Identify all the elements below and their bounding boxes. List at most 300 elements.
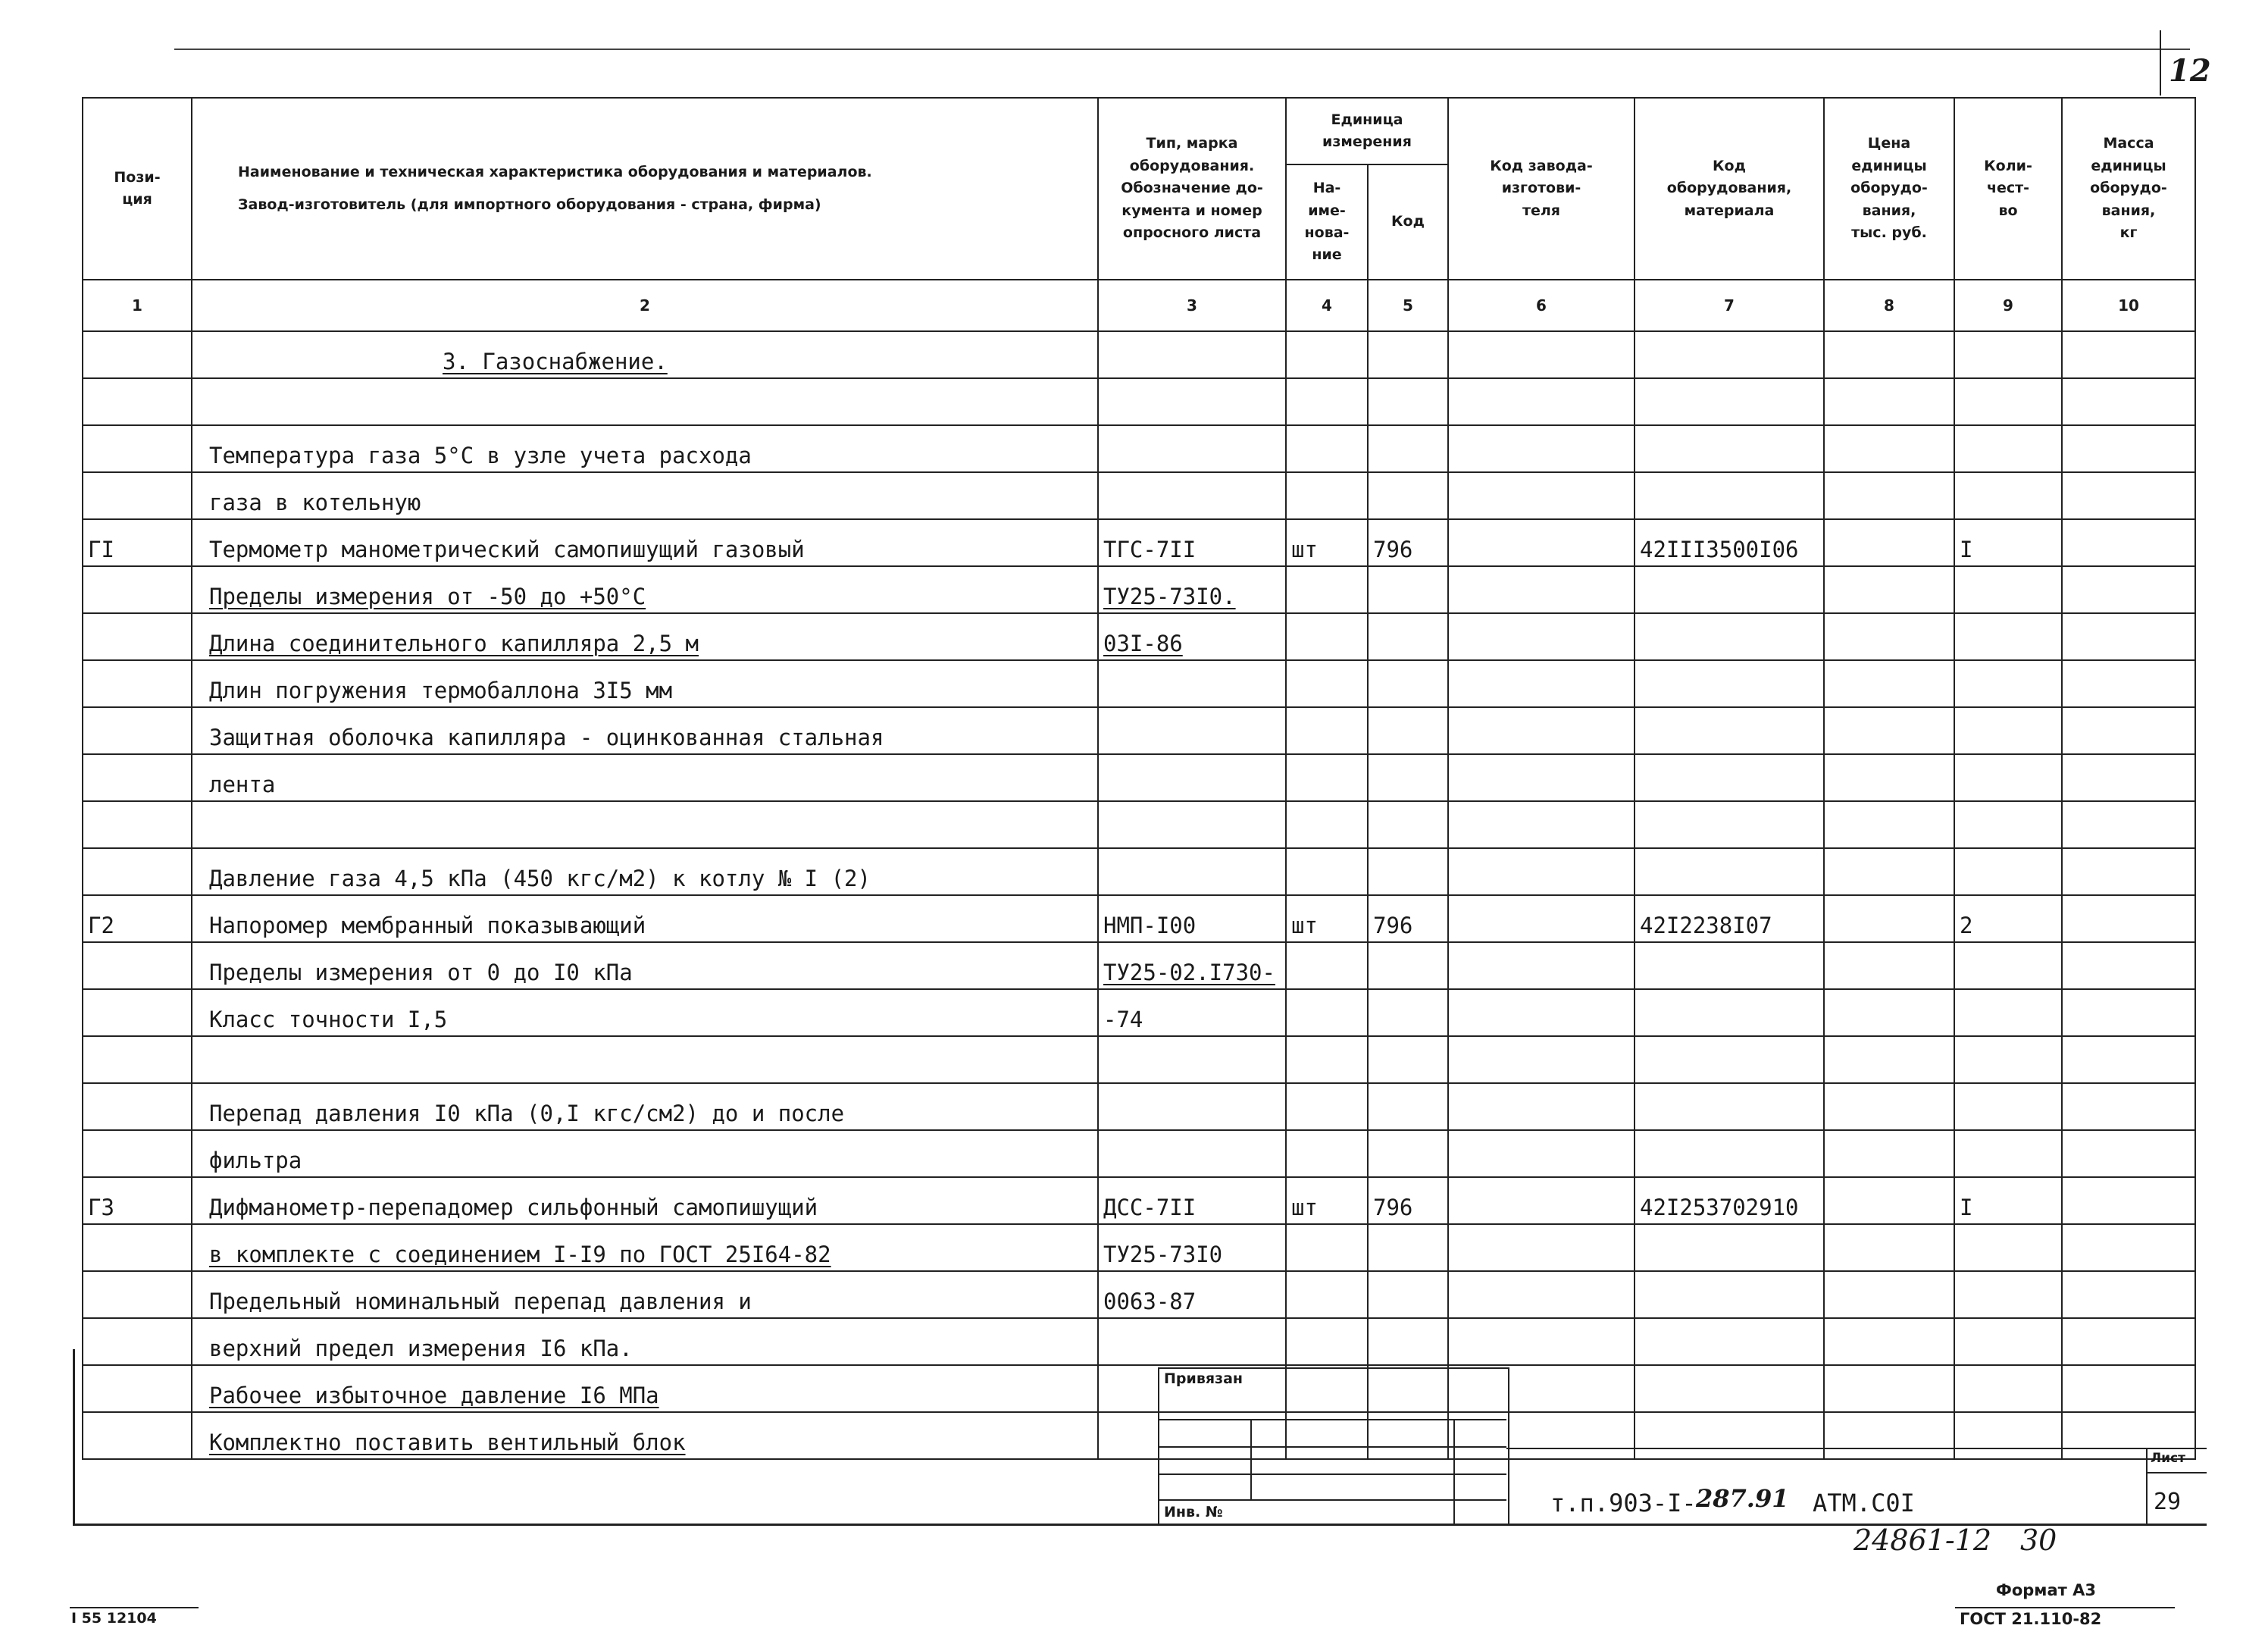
cell-qty [1954,472,2062,519]
cell-pos [83,378,192,425]
cell-type [1098,707,1286,754]
cell-type [1098,754,1286,801]
cell-pos [83,1130,192,1177]
cell-code [1368,1271,1448,1318]
cell-unit [1286,1083,1368,1130]
cell-mass [2062,1177,2195,1224]
cell-price [1824,989,1954,1036]
cell-name: Предельный номинальный перепад давления и [192,1271,1098,1318]
header-name: Наименование и техническая характеристика оборудования и материалов. Завод-изготовитель (для импортного оборудования - страна, фирма) [192,98,1098,280]
cell-qty [1954,989,2062,1036]
cell-equip: 42III3500I06 [1635,519,1824,566]
table-row [83,378,2195,425]
column-number: 8 [1824,280,1954,331]
header-price: Цена единицы оборудо- вания, тыс. руб. [1824,98,1954,280]
cell-name: Пределы измерения от 0 до I0 кПа [192,942,1098,989]
cell-plant [1448,707,1635,754]
table-row [83,331,2195,378]
cell-type: ТУ25-73I0. [1098,566,1286,613]
table-row [83,660,2195,707]
cell-pos [83,660,192,707]
cell-price [1824,425,1954,472]
cell-unit [1286,801,1368,848]
cell-price [1824,1036,1954,1083]
table-row [83,1130,2195,1177]
table-row [83,942,2195,989]
archive-sheet-number: 30 [2020,1524,2057,1557]
cell-name: в комплекте с соединением I-I9 по ГОСТ 25I64-82 [192,1224,1098,1271]
format-label: Формат А3 [1996,1581,2096,1599]
cell-unit: шт [1286,519,1368,566]
cell-mass [2062,1083,2195,1130]
cell-unit [1286,707,1368,754]
cell-plant [1448,1271,1635,1318]
table-header [83,98,2195,331]
cell-name: Длина соединительного капилляра 2,5 м [192,613,1098,660]
cell-type: ТУ25-02.I730- [1098,942,1286,989]
cell-plant [1448,425,1635,472]
cell-unit [1286,848,1368,895]
column-number: 7 [1635,280,1824,331]
cell-unit [1286,942,1368,989]
cell-qty [1954,1083,2062,1130]
doc-code-suffix: АТМ.C0I [1813,1489,1915,1517]
cell-price [1824,1224,1954,1271]
cell-pos [83,613,192,660]
cell-equip [1635,1318,1824,1365]
cell-pos: Г3 [83,1177,192,1224]
cell-equip [1635,754,1824,801]
stamp-grid-line [1250,1419,1252,1499]
cell-qty [1954,801,2062,848]
column-number: 1 [83,280,192,331]
stamp-privyazan-label: Привязан [1164,1370,1243,1387]
cell-equip [1635,942,1824,989]
cell-qty [1954,1271,2062,1318]
cell-qty: I [1954,519,2062,566]
cell-type [1098,1036,1286,1083]
cell-name [192,378,1098,425]
cell-mass [2062,801,2195,848]
table-row [83,425,2195,472]
cell-mass [2062,472,2195,519]
doc-code-typed: т.п.903-I- [1550,1489,1697,1517]
doc-code-handwritten: 287.91 [1696,1484,1789,1513]
archive-number: 24861-12 [1854,1524,1992,1557]
cell-pos [83,1271,192,1318]
cell-qty [1954,942,2062,989]
table-row [83,707,2195,754]
cell-pos: ГI [83,519,192,566]
cell-name: верхний предел измерения I6 кПа. [192,1318,1098,1365]
table-row [83,613,2195,660]
cell-price [1824,378,1954,425]
cell-unit: шт [1286,1177,1368,1224]
cell-code [1368,425,1448,472]
cell-qty: 2 [1954,895,2062,942]
cell-type [1098,848,1286,895]
table-row [83,1318,2195,1365]
cell-mass [2062,331,2195,378]
cell-pos [83,1224,192,1271]
table-row [83,754,2195,801]
gost-underline [1955,1607,2175,1608]
cell-mass [2062,613,2195,660]
stamp-sheet-divider [2146,1448,2148,1524]
cell-equip [1635,989,1824,1036]
cell-mass [2062,989,2195,1036]
cell-code [1368,378,1448,425]
cell-name: Напоромер мембранный показывающий [192,895,1098,942]
table-row [83,1365,2195,1412]
cell-plant [1448,1083,1635,1130]
cell-price [1824,1412,1954,1459]
cell-equip [1635,613,1824,660]
cell-price [1824,754,1954,801]
header-position: Пози- ция [83,98,192,280]
cell-pos [83,472,192,519]
cell-pos [83,707,192,754]
cell-unit [1286,1130,1368,1177]
cell-mass [2062,378,2195,425]
cell-name: 3. Газоснабжение. [192,331,1098,378]
cell-type [1098,660,1286,707]
cell-equip: 42I2238I07 [1635,895,1824,942]
cell-plant [1448,895,1635,942]
table-row [83,801,2195,848]
cell-pos: Г2 [83,895,192,942]
cell-equip [1635,1412,1824,1459]
cell-plant [1448,378,1635,425]
top-frame-line [174,49,2190,50]
cell-qty [1954,613,2062,660]
header-type: Тип, марка оборудования. Обозначение до- кумента и номер опросного листа [1098,98,1286,280]
column-number: 4 [1286,280,1368,331]
cell-mass [2062,942,2195,989]
header-unit-name: На- име- нова- ние [1286,164,1368,280]
cell-equip [1635,801,1824,848]
cell-name: Комплектно поставить вентильный блок [192,1412,1098,1459]
cell-code [1368,942,1448,989]
cell-name: газа в котельную [192,472,1098,519]
cell-pos [83,942,192,989]
cell-name: Пределы измерения от -50 до +50°С [192,566,1098,613]
table-row [83,989,2195,1036]
cell-type [1098,472,1286,519]
cell-plant [1448,848,1635,895]
cell-name: Дифманометр-перепадомер сильфонный самопишущий [192,1177,1098,1224]
cell-mass [2062,660,2195,707]
cell-price [1824,1130,1954,1177]
cell-code [1368,989,1448,1036]
header-mass: Масса единицы оборудо- вания, кг [2062,98,2195,280]
cell-code [1368,848,1448,895]
cell-pos [83,989,192,1036]
cell-mass [2062,566,2195,613]
cell-unit [1286,331,1368,378]
cell-qty [1954,754,2062,801]
cell-unit [1286,378,1368,425]
cell-unit [1286,660,1368,707]
cell-price [1824,566,1954,613]
cell-pos [83,425,192,472]
cell-qty [1954,1036,2062,1083]
cell-equip [1635,1224,1824,1271]
column-number: 5 [1368,280,1448,331]
cell-plant [1448,566,1635,613]
cell-unit [1286,613,1368,660]
header-equipment-code: Код оборудования, материала [1635,98,1824,280]
cell-mass [2062,895,2195,942]
cell-qty [1954,378,2062,425]
header-unit-code: Код [1368,164,1448,280]
cell-unit [1286,754,1368,801]
cell-equip [1635,1271,1824,1318]
cell-type [1098,1318,1286,1365]
cell-plant [1448,801,1635,848]
cell-code [1368,613,1448,660]
cell-price [1824,1177,1954,1224]
corner-divider [2160,30,2161,96]
cell-price [1824,331,1954,378]
cell-plant [1448,1036,1635,1083]
cell-price [1824,1083,1954,1130]
cell-unit [1286,566,1368,613]
cell-pos [83,331,192,378]
cell-equip [1635,848,1824,895]
cell-name: фильтра [192,1130,1098,1177]
cell-mass [2062,1271,2195,1318]
left-frame-tick [73,1349,75,1525]
cell-equip [1635,1036,1824,1083]
column-number: 9 [1954,280,2062,331]
cell-price [1824,707,1954,754]
table-row [83,848,2195,895]
cell-plant [1448,942,1635,989]
column-number: 6 [1448,280,1635,331]
stamp-grid-line [1453,1419,1455,1524]
cell-price [1824,801,1954,848]
cell-plant [1448,1177,1635,1224]
cell-equip [1635,1083,1824,1130]
cell-code [1368,1036,1448,1083]
cell-qty [1954,660,2062,707]
cell-qty [1954,1365,2062,1412]
column-number: 3 [1098,280,1286,331]
cell-name: Защитная оболочка капилляра - оцинкованная стальная [192,707,1098,754]
cell-plant [1448,1318,1635,1365]
cell-name [192,801,1098,848]
cell-price [1824,613,1954,660]
cell-pos [83,848,192,895]
cell-qty [1954,707,2062,754]
cell-price [1824,1271,1954,1318]
cell-pos [83,1036,192,1083]
cell-price [1824,519,1954,566]
cell-plant [1448,613,1635,660]
cell-code: 796 [1368,895,1448,942]
cell-unit [1286,1318,1368,1365]
cell-mass [2062,1365,2195,1412]
cell-code [1368,1318,1448,1365]
cell-name: Длин погружения термобаллона 3I5 мм [192,660,1098,707]
cell-qty [1954,1224,2062,1271]
cell-pos [83,1083,192,1130]
left-sheet-code: I 55 12104 [71,1610,157,1627]
cell-unit [1286,1271,1368,1318]
table-row [83,566,2195,613]
header-unit-group: Единица измерения [1286,98,1448,164]
table-row [83,1412,2195,1459]
left-code-underline [70,1607,199,1608]
cell-code [1368,1130,1448,1177]
cell-pos [83,1412,192,1459]
cell-plant [1448,989,1635,1036]
cell-unit: шт [1286,895,1368,942]
cell-unit [1286,425,1368,472]
cell-name: Класс точности I,5 [192,989,1098,1036]
cell-unit [1286,1036,1368,1083]
cell-equip [1635,660,1824,707]
cell-type: ТУ25-73I0 [1098,1224,1286,1271]
cell-pos [83,566,192,613]
cell-code: 796 [1368,1177,1448,1224]
cell-pos [83,1365,192,1412]
cell-plant [1448,754,1635,801]
cell-name: лента [192,754,1098,801]
corner-sheet-number: 12 [2169,53,2211,89]
table-body [83,331,2195,1459]
cell-price [1824,848,1954,895]
cell-mass [2062,1130,2195,1177]
cell-plant [1448,519,1635,566]
cell-type: ДСС-7II [1098,1177,1286,1224]
cell-plant [1448,1130,1635,1177]
cell-equip: 42I253702910 [1635,1177,1824,1224]
cell-qty [1954,1412,2062,1459]
cell-equip [1635,472,1824,519]
specification-table [82,97,2196,1460]
cell-mass [2062,1036,2195,1083]
column-number: 10 [2062,280,2195,331]
cell-price [1824,942,1954,989]
cell-code [1368,472,1448,519]
cell-equip [1635,1365,1824,1412]
cell-unit [1286,472,1368,519]
cell-code [1368,801,1448,848]
cell-name: Термометр манометрический самопишущий газовый [192,519,1098,566]
cell-type: 0063-87 [1098,1271,1286,1318]
cell-pos [83,754,192,801]
column-number: 2 [192,280,1098,331]
cell-qty [1954,1318,2062,1365]
header-quantity: Коли- чест- во [1954,98,2062,280]
cell-name: Давление газа 4,5 кПа (450 кгс/м2) к котлу № I (2) [192,848,1098,895]
cell-type: НМП-I00 [1098,895,1286,942]
cell-price [1824,895,1954,942]
table-row [83,1083,2195,1130]
cell-plant [1448,1224,1635,1271]
cell-mass [2062,754,2195,801]
cell-type [1098,1083,1286,1130]
cell-plant [1448,660,1635,707]
cell-equip [1635,1130,1824,1177]
gost-label: ГОСТ 21.110-82 [1960,1610,2102,1628]
cell-pos [83,801,192,848]
cell-mass [2062,848,2195,895]
table-row [83,1036,2195,1083]
cell-qty [1954,566,2062,613]
cell-plant [1448,472,1635,519]
cell-code [1368,566,1448,613]
cell-mass [2062,707,2195,754]
cell-code [1368,331,1448,378]
cell-code: 796 [1368,519,1448,566]
cell-type: -74 [1098,989,1286,1036]
cell-code [1368,660,1448,707]
cell-type [1098,378,1286,425]
cell-equip [1635,378,1824,425]
cell-code [1368,1224,1448,1271]
header-plant-code: Код завода- изготови- теля [1448,98,1635,280]
table-row [83,895,2195,942]
table-row [83,472,2195,519]
cell-unit [1286,989,1368,1036]
cell-code [1368,754,1448,801]
cell-price [1824,1365,1954,1412]
cell-equip [1635,331,1824,378]
cell-equip [1635,425,1824,472]
cell-qty [1954,1130,2062,1177]
cell-name: Перепад давления I0 кПа (0,I кгс/см2) до и после [192,1083,1098,1130]
cell-plant [1448,331,1635,378]
cell-pos [83,1318,192,1365]
cell-price [1824,1318,1954,1365]
cell-mass [2062,519,2195,566]
cell-unit [1286,1224,1368,1271]
cell-mass [2062,425,2195,472]
stamp-code-topline [1506,1448,2207,1449]
table-row [83,1271,2195,1318]
cell-mass [2062,1318,2195,1365]
cell-qty [1954,848,2062,895]
cell-price [1824,660,1954,707]
cell-qty [1954,425,2062,472]
cell-type [1098,1130,1286,1177]
cell-type [1098,331,1286,378]
cell-name: Температура газа 5°С в узле учета расхода [192,425,1098,472]
cell-equip [1635,707,1824,754]
cell-qty [1954,331,2062,378]
stamp-inv-label: Инв. № [1164,1504,1223,1520]
cell-type: 03I-86 [1098,613,1286,660]
cell-equip [1635,566,1824,613]
cell-mass [2062,1224,2195,1271]
sheet-number: 29 [2154,1489,2182,1515]
cell-type [1098,801,1286,848]
cell-qty: I [1954,1177,2062,1224]
cell-code [1368,707,1448,754]
table-row [83,1177,2195,1224]
cell-type: ТГС-7II [1098,519,1286,566]
cell-name: Рабочее избыточное давление I6 МПа [192,1365,1098,1412]
stamp-sheet-label-line [2146,1472,2207,1473]
table-row [83,1224,2195,1271]
cell-price [1824,472,1954,519]
cell-code [1368,1083,1448,1130]
sheet-label: Лист [2151,1451,2185,1466]
cell-name [192,1036,1098,1083]
